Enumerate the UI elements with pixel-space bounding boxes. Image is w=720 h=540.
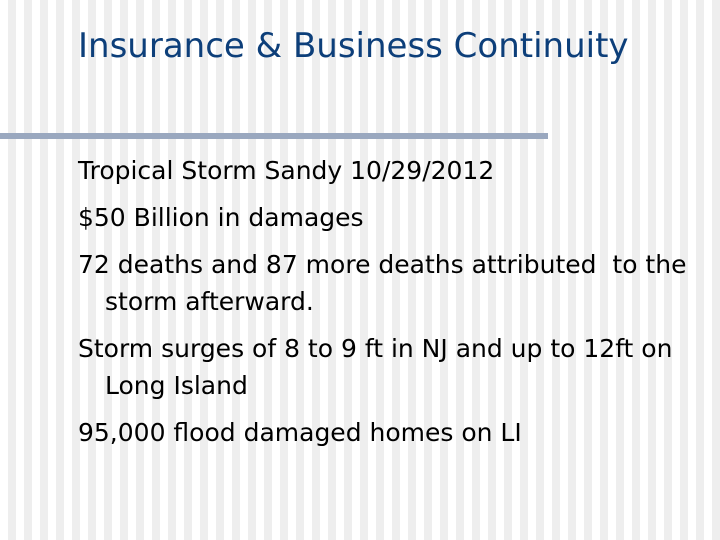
bullet-item-storm: Tropical Storm Sandy 10/29/2012: [78, 156, 495, 185]
bullet-list: [78, 152, 708, 461]
bullet-item-damages: $50 Billion in damages: [78, 203, 364, 232]
title-divider: [0, 133, 548, 139]
bullet-item-surges: Storm surges of 8 to 9 ft in NJ and up to 12ft on Long Island: [78, 334, 681, 400]
bullet-item-homes: 95,000 flood damaged homes on LI: [78, 418, 522, 447]
bullet-item-deaths: 72 deaths and 87 more deaths attributed to the storm afterward.: [78, 250, 695, 316]
slide-title: Insurance & Business Continuity: [78, 26, 629, 66]
